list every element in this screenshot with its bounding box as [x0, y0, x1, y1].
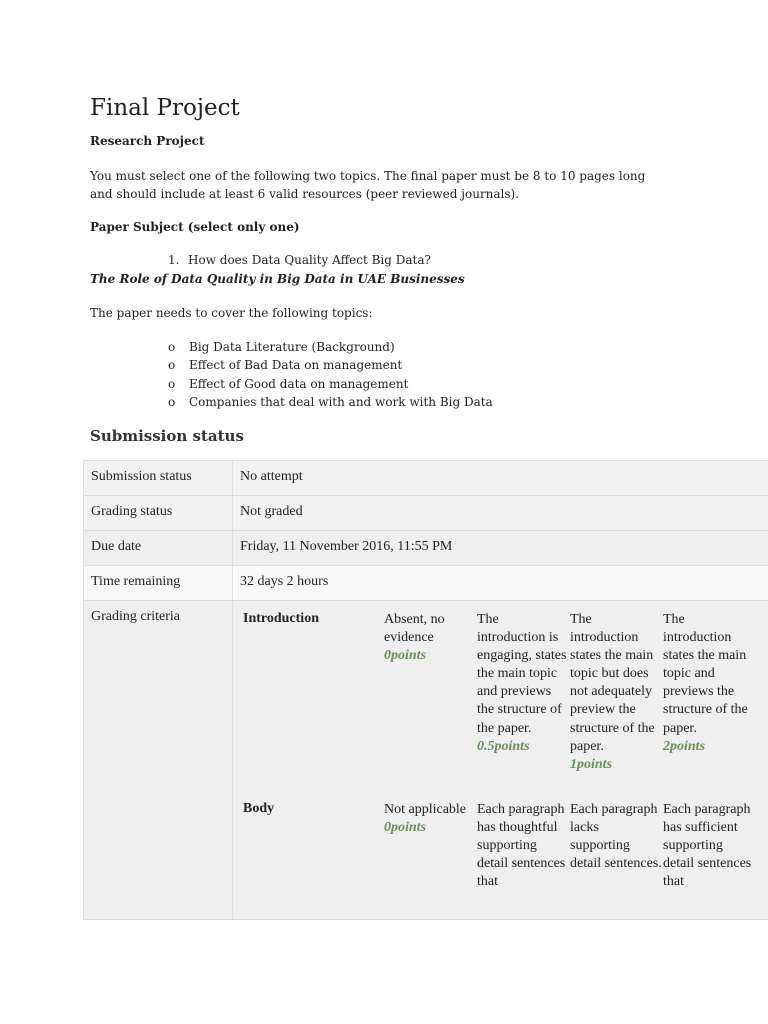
rubric-level: Each paragraph has thoughtful supporting detail sentences that [477, 802, 566, 890]
rubric-points: 0.5points [477, 738, 530, 754]
rubric-level: Not applicable 0points [384, 801, 476, 837]
row-label: Time remaining [84, 566, 233, 601]
rubric-criterion: Introduction [243, 611, 319, 626]
rubric-level: Absent, no evidence 0points [384, 611, 476, 665]
topic-title: The Role of Data Quality in Big Data in UAE Businesses [90, 272, 465, 286]
rubric-points: 0points [384, 820, 427, 836]
rubric-cell [233, 601, 768, 920]
section-subtitle: Research Project [90, 134, 205, 148]
numbered-item-text: How does Data Quality Affect Big Data? [188, 253, 431, 267]
table-row [84, 496, 768, 531]
cover-text: The paper needs to cover the following topics: [90, 306, 373, 320]
rubric-points: 2points [663, 738, 706, 754]
rubric [233, 601, 768, 911]
rubric-level: The introduction states the main topic and previews the structure of the paper. 2points [663, 611, 755, 756]
bullet-icon: o [168, 358, 176, 373]
page-title: Final Project [90, 95, 240, 121]
rubric-level: Each paragraph has sufficient supporting detail sentences that [663, 802, 752, 890]
rubric-level: Each paragraph lacks supporting detail sentences. [570, 802, 662, 872]
row-value: 32 days 2 hours [233, 566, 768, 601]
submission-status-heading: Submission status [90, 427, 244, 445]
row-value: Friday, 11 November 2016, 11:55 PM [233, 531, 768, 566]
row-label: Submission status [84, 461, 233, 496]
table-row [84, 566, 768, 601]
row-label: Grading criteria [84, 601, 233, 920]
list-item: o Effect of Bad Data on management [168, 358, 403, 373]
rubric-points: 1points [570, 756, 613, 772]
submission-status-table [83, 460, 768, 920]
rubric-points: 0points [384, 648, 427, 664]
row-value: No attempt [233, 461, 768, 496]
numbered-item-number: 1. [168, 253, 180, 267]
table-row [84, 461, 768, 496]
table-row [84, 601, 768, 920]
subject-heading: Paper Subject (select only one) [90, 220, 300, 234]
list-item: o Effect of Good data on management [168, 376, 409, 391]
rubric-criterion: Body [243, 801, 275, 816]
row-label: Grading status [84, 496, 233, 531]
bullet-icon: o [168, 376, 176, 391]
row-label: Due date [84, 531, 233, 566]
topic-list [168, 340, 493, 413]
rubric-level: The introduction states the main topic but does not adequately preview the structure of the paper. 1points [570, 611, 662, 774]
rubric-level: The introduction is engaging, states the main topic and previews the structure of the paper. 0.5points [477, 611, 569, 756]
row-value: Not graded [233, 496, 768, 531]
table-row [84, 531, 768, 566]
bullet-icon: o [168, 340, 176, 354]
list-item: o Big Data Literature (Background) [168, 340, 395, 354]
intro-paragraph: You must select one of the following two topics. The final paper must be 8 to 10 pages long and should include at least 6 valid resources (peer reviewed journals). [90, 169, 646, 201]
list-item: o Companies that deal with and work with Big Data [168, 394, 493, 409]
bullet-icon: o [168, 394, 176, 409]
